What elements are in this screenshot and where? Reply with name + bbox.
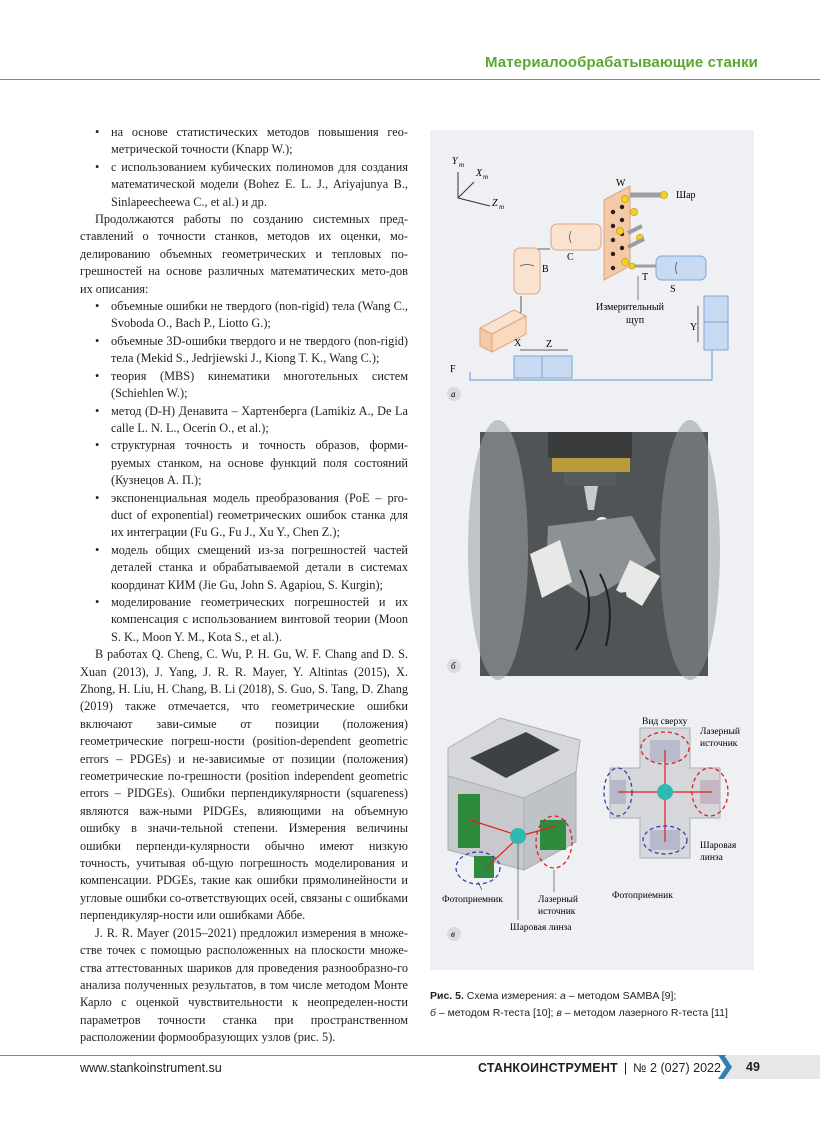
list-item: • объемные ошибки не твердого (non-rigid) тела (Wang C., Svoboda O., Bach P., Liotto G.); (95, 299, 408, 331)
list-item: • объемные 3D-ошибки твердого и не твердого (non-rigid) тела (Mekid S., Jedrjiewski J., Kiong T. K., Wang C.); (95, 333, 408, 366)
section-title: Материалообрабатывающие станки (484, 54, 758, 71)
label-ball-lens-bottom: Шаровая линза (510, 923, 572, 933)
svg-text:m: m (483, 173, 489, 181)
label-f: F (450, 364, 456, 375)
svg-text:m: m (459, 161, 465, 169)
label-c: C (567, 252, 574, 263)
label-photodetector-right: Фотоприемник (612, 891, 673, 901)
panel-b-photo (447, 420, 720, 680)
page-number-box (726, 1055, 820, 1079)
label-ball-lens-right-2: линза (700, 853, 723, 863)
svg-text:б: б (451, 661, 456, 671)
label-laser-source-right-1: Лазерный (700, 727, 740, 737)
label-laser-source-mid-2: источник (538, 907, 576, 917)
header-rule (0, 79, 820, 80)
bullet-list-1 (80, 124, 408, 211)
figure-number: Рис. 5. (430, 990, 464, 1002)
page-number: 49 (746, 1060, 760, 1074)
footer-url[interactable]: www.stankoinstrument.su (80, 1061, 222, 1075)
list-item: • моделирование геометрических погрешностей и их компенсация с использованием винтовой теории (Moon S. K., Moon Y. M., Kota S., et al.). (95, 594, 408, 644)
label-b: B (542, 264, 549, 275)
figure-panel (430, 130, 754, 970)
list-item: • теория (MBS) кинематики многотельных систем (Schiehlen W.); (95, 368, 408, 401)
label-y: Y (690, 322, 698, 333)
axis-x-label: X (476, 168, 483, 179)
paragraph: Продолжаются работы по созданию системных пред-ставлений о точности станков, методов их оценки, мо-делированию объемных геометрических и тепловых по-грешностей на основе различных математических мето-дов их описания: (80, 212, 408, 296)
label-ball: Шар (676, 190, 696, 201)
label-probe-2: щуп (626, 315, 645, 326)
label-probe-1: Измерительный (596, 302, 664, 313)
paragraph: В работах Q. Cheng, C. Wu, P. H. Gu, W. F. Chang and D. S. Xuan (2013), J. Yang, J. R. R. Mayer, Y. Altintas (2015), X. Zhong, H. Liu, H. Chang, B. Li (2018), S. Guo, S. Tang, D. Zhang (2019) также отмечается, что геометрические ошибки включают зави-симые от позиции (положения) геометрические погреш-ности (position-dependent geometric errors – PDGEs) и не-зависимые от позиции (положения) геометрические по-грешности (position independent geometric errors – PIDGEs). Ошибки перпендикулярности (squareness) являются важ-ными PIDGEs, влияющими на объемную ошибку в значи-тельной степени. Измерения величины ошибки перпенди-кулярности обычно имеют низкую точность, учитывая об-щую погрешность моделирования и компенсации. PDGEs, такие как ошибки прямолинейности и угловые ошибки со-ответствующих осей, связаны с ошибками перпендикуляр-ности или ошибками Аббе. (80, 647, 408, 923)
list-item: • структурная точность и точность образов, форми-руемых станком, на основе функций поля состояний (Кузнецов А. П.); (95, 438, 408, 488)
paragraph: J. R. R. Mayer (2015–2021) предложил измерения в множе-стве точек с помощью расположенных на плоскости множе-ства аттестованных шариков для проведения разнообразно-го анализа полученных результатов, в том числе методом Монте Карло с оценкой чувствительности к неопределен-ности параметров точности станка при пространственном расположении формообразующих узлов (рис. 5). (80, 925, 408, 1045)
label-s: S (670, 284, 676, 295)
panel-a-diagram (447, 156, 728, 401)
label-z: Z (546, 339, 553, 350)
list-item: • метод (D-H) Денавита – Хартенберга (Lamikiz A., De La calle L. N. L., Ocerin O., et al.); (95, 403, 408, 435)
panel-c-diagram (442, 717, 740, 941)
label-photodetector-left: Фотоприемник (442, 895, 503, 905)
label-t: T (642, 272, 649, 283)
list-item: • модель общих смещений из-за погрешностей частей деталей станка и обрабатываемой детали в системах координат КИМ (Jie Gu, John S. Agapiou, S. Kurgin); (95, 542, 408, 592)
label-w: W (616, 178, 626, 189)
figure-svg (430, 130, 754, 970)
chevron-right-icon (718, 1055, 732, 1079)
list-item: • на основе статистических методов повышения гео-метрической точности (Knapp W.); (95, 125, 408, 157)
figure-caption: Рис. 5. Схема измерения: а – методом SAMBA [9]; б – методом R-теста [10]; в – методом лазерного R-теста [11] (430, 990, 728, 1019)
axis-y-label: Y (452, 156, 458, 167)
label-laser-source-right-2: источник (700, 739, 738, 749)
label-laser-source-mid-1: Лазерный (538, 895, 578, 905)
footer-rule (0, 1055, 820, 1056)
axis-z-label: Z (492, 198, 498, 209)
label-ball-lens-right-1: Шаровая (700, 841, 737, 851)
text-column (80, 124, 408, 1047)
svg-text:m: m (499, 203, 505, 211)
journal-name: СТАНКОИНСТРУМЕНТ (478, 1061, 618, 1075)
svg-text:в: в (451, 929, 455, 939)
list-item: • экспоненциальная модель преобразования (PoE – pro-duct of exponential) геометрических ошибок станка для их интеграции (Fu G., Fu J., Xu Y., Chen Z.); (95, 490, 408, 540)
list-item: • с использованием кубических полиномов для создания математической модели (Bohez E. L. J., Ariyajunya B., Sinlapeecheewa C., et al.) и др. (95, 159, 408, 209)
bullet-list-2 (80, 298, 408, 646)
svg-text:а: а (451, 389, 456, 399)
label-top-view: Вид сверху (642, 717, 688, 727)
label-x: X (514, 338, 522, 349)
issue-number: № 2 (027) 2022 (633, 1061, 721, 1075)
footer-journal: СТАНКОИНСТРУМЕНТ | № 2 (027) 2022 (478, 1061, 721, 1075)
